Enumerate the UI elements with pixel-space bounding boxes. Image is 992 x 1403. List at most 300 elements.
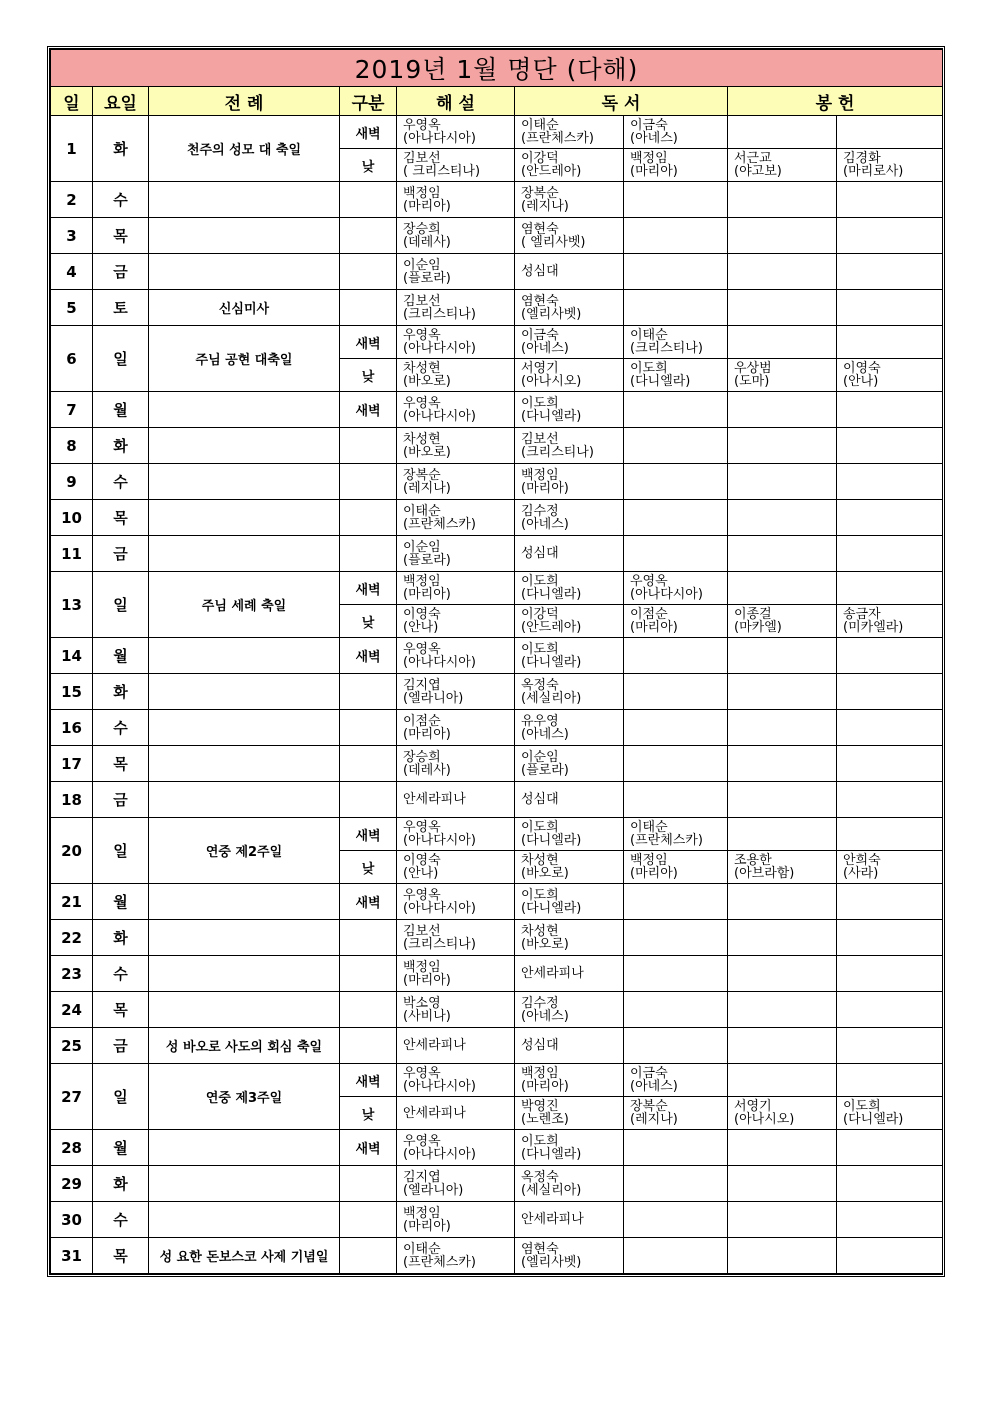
name-cell [728,920,837,956]
name-cell [624,359,728,392]
name-cell [515,182,624,218]
header-reading: 독 서 [515,87,728,116]
name-cell [837,428,943,464]
baptismal-name: (마카엘) [734,620,782,635]
name-cell [397,1064,515,1097]
person-name: 백정임 [403,574,441,589]
name-cell [515,290,624,326]
name-cell [397,1166,515,1202]
name-cell [515,605,624,638]
day-cell: 6 [51,326,93,392]
gubun-cell [340,254,397,290]
gubun-cell [340,782,397,818]
person-name: 조용한 [734,853,772,868]
weekday-cell: 목 [93,992,149,1028]
day-cell: 29 [51,1166,93,1202]
person-name: 이영숙 [843,361,881,376]
liturgy-cell: 연중 제3주일 [149,1064,340,1130]
baptismal-name: (다니엘라) [843,1112,904,1127]
table-row [51,536,943,572]
page-title: 2019년 1월 명단 (다해) [51,50,943,87]
name-cell [515,638,624,674]
person-name: 성심대 [521,264,559,279]
baptismal-name: (프란체스카) [630,833,703,848]
liturgy-cell [149,218,340,254]
weekday-cell: 일 [93,326,149,392]
name-cell [728,359,837,392]
name-cell [397,182,515,218]
name-cell [728,326,837,359]
gubun-cell [340,746,397,782]
baptismal-name: (마리로사) [843,164,904,179]
day-cell: 10 [51,500,93,536]
person-name: 장복순 [630,1099,668,1114]
baptismal-name: (아나다시아) [403,1079,476,1094]
weekday-cell: 월 [93,884,149,920]
name-cell [515,392,624,428]
name-cell [624,290,728,326]
name-cell [515,149,624,182]
name-cell [624,1028,728,1064]
name-cell [397,818,515,851]
day-cell: 21 [51,884,93,920]
person-name: 김보선 [521,431,559,447]
name-cell [397,464,515,500]
liturgy-cell [149,392,340,428]
baptismal-name: (아나다시아) [403,131,476,146]
weekday-cell: 월 [93,1130,149,1166]
name-cell [728,254,837,290]
baptismal-name: (마리아) [630,620,678,635]
name-cell [397,1202,515,1238]
day-cell: 11 [51,536,93,572]
baptismal-name: (안나) [403,620,439,635]
name-cell [397,116,515,149]
gubun-cell [340,920,397,956]
person-name: 이영숙 [403,607,441,622]
header-gubun: 구분 [340,87,397,116]
name-cell [624,254,728,290]
schedule-table [50,49,943,1274]
baptismal-name: (아나다시아) [403,341,476,356]
gubun-cell [340,956,397,992]
name-cell [837,218,943,254]
weekday-cell: 화 [93,116,149,182]
baptismal-name: (사라) [843,866,879,881]
table-row [51,1064,943,1097]
person-name: 성심대 [521,1038,559,1053]
person-name: 이도희 [521,574,559,589]
name-cell [624,746,728,782]
person-name: 백정임 [521,1066,559,1081]
baptismal-name: (레지나) [630,1112,678,1127]
gubun-cell [340,674,397,710]
name-cell [515,1238,624,1274]
name-cell [397,851,515,884]
baptismal-name: (마리아) [630,164,678,179]
baptismal-name: ( 엘리사벳) [521,234,586,250]
name-cell [397,254,515,290]
name-cell [837,674,943,710]
baptismal-name: (아네스) [630,1079,678,1094]
person-name: 송금자 [843,607,881,622]
person-name: 이태순 [630,820,668,835]
name-cell [837,1166,943,1202]
day-cell: 23 [51,956,93,992]
day-cell: 5 [51,290,93,326]
table-row [51,674,943,710]
name-cell [515,428,624,464]
person-name: 김수정 [521,995,559,1011]
name-cell [397,992,515,1028]
name-cell [515,116,624,149]
gubun-cell: 새벽 [340,884,397,920]
person-name: 이도희 [521,1133,559,1149]
person-name: 서영기 [521,361,559,376]
table-row [51,326,943,359]
person-name: 이금숙 [630,118,668,133]
weekday-cell: 월 [93,392,149,428]
baptismal-name: (데레사) [403,762,451,778]
name-cell [728,218,837,254]
name-cell [624,326,728,359]
baptismal-name: (크리스티나) [630,341,703,356]
gubun-cell [340,1028,397,1064]
gubun-cell [340,500,397,536]
person-name: 이도희 [521,641,559,657]
name-cell [728,884,837,920]
name-cell [397,290,515,326]
table-row [51,500,943,536]
table-row [51,746,943,782]
person-name: 우영옥 [403,641,441,657]
day-cell: 9 [51,464,93,500]
person-name: 백정임 [403,1205,441,1221]
liturgy-cell [149,1166,340,1202]
name-cell [515,500,624,536]
name-cell [397,359,515,392]
baptismal-name: (아나다시아) [630,587,703,602]
person-name: 이태순 [630,328,668,343]
person-name: 차성현 [521,853,559,868]
name-cell [728,1166,837,1202]
name-cell [728,710,837,746]
person-name: 이점순 [403,713,441,729]
name-cell [837,326,943,359]
day-cell: 22 [51,920,93,956]
name-cell [728,392,837,428]
person-name: 이태순 [403,1241,441,1257]
person-name: 안세라피나 [403,1038,466,1053]
name-cell [397,572,515,605]
person-name: 김지엽 [403,1169,441,1185]
name-cell [624,638,728,674]
name-cell [397,782,515,818]
table-row [51,290,943,326]
table-row [51,182,943,218]
person-name: 옥정숙 [521,1169,559,1185]
gubun-cell: 새벽 [340,1064,397,1097]
baptismal-name: (다니엘라) [521,408,582,424]
name-cell [515,1130,624,1166]
person-name: 차성현 [521,923,559,939]
table-row [51,428,943,464]
day-cell: 15 [51,674,93,710]
weekday-cell: 목 [93,500,149,536]
baptismal-name: (마리아) [521,1079,569,1094]
liturgy-cell [149,674,340,710]
baptismal-name: (프란체스카) [403,1254,476,1270]
person-name: 안세라피나 [403,792,466,807]
baptismal-name: (노렌조) [521,1112,569,1127]
baptismal-name: (사비나) [403,1008,451,1024]
day-cell: 16 [51,710,93,746]
baptismal-name: (플로라) [403,552,451,568]
day-cell: 18 [51,782,93,818]
name-cell [837,605,943,638]
baptismal-name: (아나시오) [734,1112,795,1127]
person-name: 서근교 [734,151,772,166]
person-name: 서영기 [734,1099,772,1114]
table-row [51,884,943,920]
gubun-cell [340,464,397,500]
name-cell [728,746,837,782]
baptismal-name: ( 크리스티나) [403,164,481,179]
gubun-cell [340,182,397,218]
baptismal-name: (마리아) [403,972,451,988]
weekday-cell: 월 [93,638,149,674]
baptismal-name: (안나) [843,374,879,389]
day-cell: 24 [51,992,93,1028]
name-cell [515,536,624,572]
name-cell [837,464,943,500]
day-cell: 1 [51,116,93,182]
person-name: 이도희 [630,361,668,376]
baptismal-name: (마리아) [630,866,678,881]
name-cell [397,218,515,254]
weekday-cell: 일 [93,818,149,884]
weekday-cell: 금 [93,254,149,290]
gubun-cell: 낮 [340,605,397,638]
person-name: 우영옥 [403,887,441,903]
person-name: 염현숙 [521,1241,559,1257]
name-cell [837,1238,943,1274]
baptismal-name: (바오로) [521,936,569,952]
name-cell [837,782,943,818]
name-cell [515,1097,624,1130]
person-name: 백정임 [630,151,668,166]
gubun-cell [340,218,397,254]
name-cell [624,500,728,536]
name-cell [397,920,515,956]
gubun-cell [340,1166,397,1202]
name-cell [515,1028,624,1064]
baptismal-name: (레지나) [403,480,451,496]
person-name: 박영진 [521,1099,559,1114]
name-cell [728,290,837,326]
name-cell [515,674,624,710]
person-name: 장승희 [403,749,441,765]
liturgy-cell [149,1130,340,1166]
baptismal-name: (데레사) [403,234,451,250]
baptismal-name: (안나) [403,866,439,881]
name-cell [728,818,837,851]
name-cell [728,674,837,710]
name-cell [515,782,624,818]
person-name: 이종걸 [734,607,772,622]
person-name: 이도희 [521,395,559,411]
name-cell [515,572,624,605]
weekday-cell: 일 [93,1064,149,1130]
name-cell [624,674,728,710]
person-name: 이강덕 [521,151,559,166]
person-name: 염현숙 [521,293,559,309]
baptismal-name: (아나다시아) [403,408,476,424]
name-cell [728,149,837,182]
name-cell [397,1238,515,1274]
baptismal-name: (아네스) [521,1008,569,1024]
name-cell [624,149,728,182]
table-row [51,392,943,428]
baptismal-name: (마리아) [521,480,569,496]
baptismal-name: (엘리사벳) [521,1254,582,1270]
baptismal-name: (아네스) [630,131,678,146]
person-name: 장복순 [403,467,441,483]
name-cell [728,464,837,500]
name-cell [624,851,728,884]
gubun-cell: 새벽 [340,818,397,851]
weekday-cell: 수 [93,1202,149,1238]
person-name: 우영옥 [403,1133,441,1149]
name-cell [837,956,943,992]
name-cell [837,392,943,428]
gubun-cell [340,710,397,746]
name-cell [728,782,837,818]
baptismal-name: (마리아) [403,1218,451,1234]
baptismal-name: (마리아) [403,587,451,602]
name-cell [515,710,624,746]
name-cell [397,392,515,428]
weekday-cell: 수 [93,464,149,500]
name-cell [624,1097,728,1130]
liturgy-cell [149,464,340,500]
baptismal-name: (프란체스카) [521,131,594,146]
liturgy-cell: 신심미사 [149,290,340,326]
person-name: 차성현 [403,431,441,447]
name-cell [515,851,624,884]
name-cell [728,182,837,218]
name-cell [837,572,943,605]
person-name: 이도희 [521,887,559,903]
liturgy-cell: 성 요한 돈보스코 사제 기념일 [149,1238,340,1274]
gubun-cell: 새벽 [340,392,397,428]
gubun-cell: 낮 [340,851,397,884]
baptismal-name: (바오로) [403,374,451,389]
name-cell [624,605,728,638]
name-cell [624,116,728,149]
baptismal-name: (엘라니아) [403,1182,464,1198]
weekday-cell: 일 [93,572,149,638]
name-cell [624,710,728,746]
table-row [51,1130,943,1166]
weekday-cell: 화 [93,1166,149,1202]
name-cell [728,638,837,674]
person-name: 장복순 [521,185,559,201]
name-cell [728,1130,837,1166]
day-cell: 3 [51,218,93,254]
name-cell [397,536,515,572]
person-name: 우상범 [734,361,772,376]
table-row [51,638,943,674]
person-name: 이순임 [403,257,441,273]
name-cell [624,1064,728,1097]
name-cell [515,884,624,920]
baptismal-name: (다니엘라) [521,587,582,602]
day-cell: 14 [51,638,93,674]
name-cell [515,326,624,359]
baptismal-name: (엘리사벳) [521,306,582,322]
person-name: 백정임 [630,853,668,868]
name-cell [624,428,728,464]
baptismal-name: (마리아) [403,198,451,214]
liturgy-cell: 주님 세례 축일 [149,572,340,638]
name-cell [728,500,837,536]
baptismal-name: (도마) [734,374,770,389]
name-cell [837,1130,943,1166]
gubun-cell [340,1238,397,1274]
baptismal-name: (안드레아) [521,164,582,179]
name-cell [397,1097,515,1130]
liturgy-cell [149,1202,340,1238]
weekday-cell: 금 [93,536,149,572]
person-name: 이태순 [521,118,559,133]
liturgy-cell: 연중 제2주일 [149,818,340,884]
name-cell [837,149,943,182]
table-row [51,1028,943,1064]
name-cell [728,851,837,884]
baptismal-name: (플로라) [403,270,451,286]
name-cell [837,638,943,674]
baptismal-name: (아네스) [521,516,569,532]
person-name: 이순임 [403,539,441,555]
name-cell [624,920,728,956]
name-cell [728,1028,837,1064]
name-cell [624,884,728,920]
person-name: 우영옥 [403,395,441,411]
name-cell [837,290,943,326]
weekday-cell: 화 [93,428,149,464]
weekday-cell: 금 [93,782,149,818]
name-cell [515,218,624,254]
weekday-cell: 수 [93,182,149,218]
schedule-body [51,116,943,1274]
liturgy-cell [149,428,340,464]
name-cell [515,254,624,290]
name-cell [515,920,624,956]
baptismal-name: (아나시오) [521,374,582,389]
name-cell [397,605,515,638]
liturgy-cell [149,254,340,290]
person-name: 이태순 [403,503,441,519]
person-name: 이순임 [521,749,559,765]
table-row [51,818,943,851]
gubun-cell: 새벽 [340,1130,397,1166]
name-cell [397,746,515,782]
gubun-cell: 새벽 [340,116,397,149]
name-cell [837,500,943,536]
baptismal-name: (레지나) [521,198,569,214]
name-cell [624,818,728,851]
